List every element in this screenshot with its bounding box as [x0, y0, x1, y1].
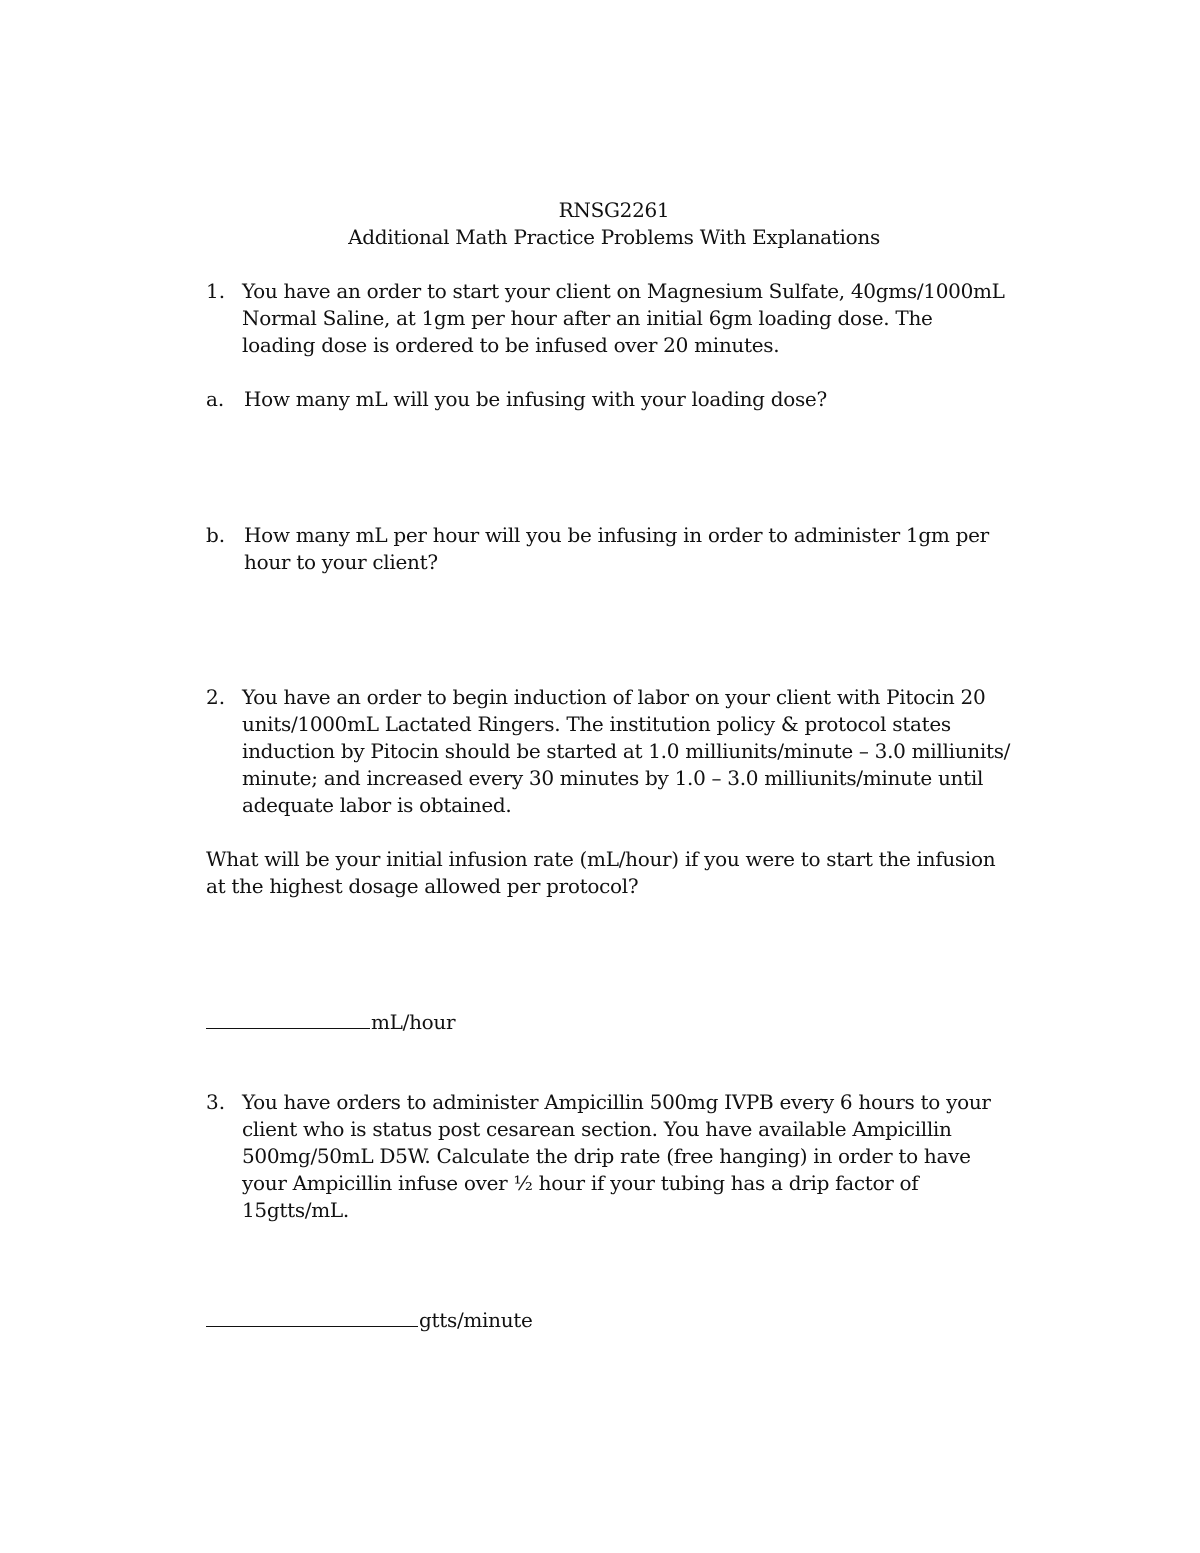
problem-3-line-4: your Ampicillin infuse over ½ hour if your tubing has a drip factor of — [242, 1171, 919, 1195]
problem-1-line-3: loading dose is ordered to be infused over 20 minutes. — [242, 333, 780, 357]
problem-2-line-3: induction by Pitocin should be started at 1.0 milliunits/minute – 3.0 milliunits/ — [242, 739, 1011, 763]
problem-1b-letter: b. — [206, 523, 226, 547]
problem-1a-question: How many mL will you be infusing with your loading dose? — [244, 387, 827, 411]
problem-1-number: 1. — [206, 279, 226, 303]
problem-1a-letter: a. — [206, 387, 225, 411]
problem-3-answer-row — [206, 1306, 533, 1334]
problem-3-line-2: client who is status post cesarean section. You have available Ampicillin — [242, 1117, 952, 1141]
problem-2-answer-row — [206, 1008, 455, 1036]
problem-1b-line-2: hour to your client? — [244, 550, 438, 574]
problem-2-line-4: minute; and increased every 30 minutes by 1.0 – 3.0 milliunits/minute until — [242, 766, 984, 790]
problem-2-line-2: units/1000mL Lactated Ringers. The institution policy & protocol states — [242, 712, 951, 736]
problem-3-number: 3. — [206, 1090, 226, 1114]
answer-blank[interactable] — [206, 1008, 370, 1029]
problem-2-line-1: You have an order to begin induction of labor on your client with Pitocin 20 — [242, 685, 986, 709]
answer-blank[interactable] — [206, 1306, 418, 1327]
problem-1-line-2: Normal Saline, at 1gm per hour after an initial 6gm loading dose. The — [242, 306, 933, 330]
problem-2-line-5: adequate labor is obtained. — [242, 793, 512, 817]
answer-unit: gtts/minute — [419, 1308, 533, 1332]
document-title: Additional Math Practice Problems With Explanations — [348, 225, 880, 249]
problem-2-question-line-1: What will be your initial infusion rate (mL/hour) if you were to start the infusion — [206, 847, 996, 871]
course-code: RNSG2261 — [558, 198, 670, 222]
problem-2-question-line-2: at the highest dosage allowed per protocol? — [206, 874, 639, 898]
problem-2-number: 2. — [206, 685, 226, 709]
problem-3-line-1: You have orders to administer Ampicillin 500mg IVPB every 6 hours to your — [242, 1090, 991, 1114]
problem-1-line-1: You have an order to start your client on Magnesium Sulfate, 40gms/1000mL — [242, 279, 1005, 303]
answer-unit: mL/hour — [371, 1010, 456, 1034]
problem-3-line-3: 500mg/50mL D5W. Calculate the drip rate (free hanging) in order to have — [242, 1144, 971, 1168]
problem-3-line-5: 15gtts/mL. — [242, 1198, 349, 1222]
problem-1b-line-1: How many mL per hour will you be infusing in order to administer 1gm per — [244, 523, 989, 547]
